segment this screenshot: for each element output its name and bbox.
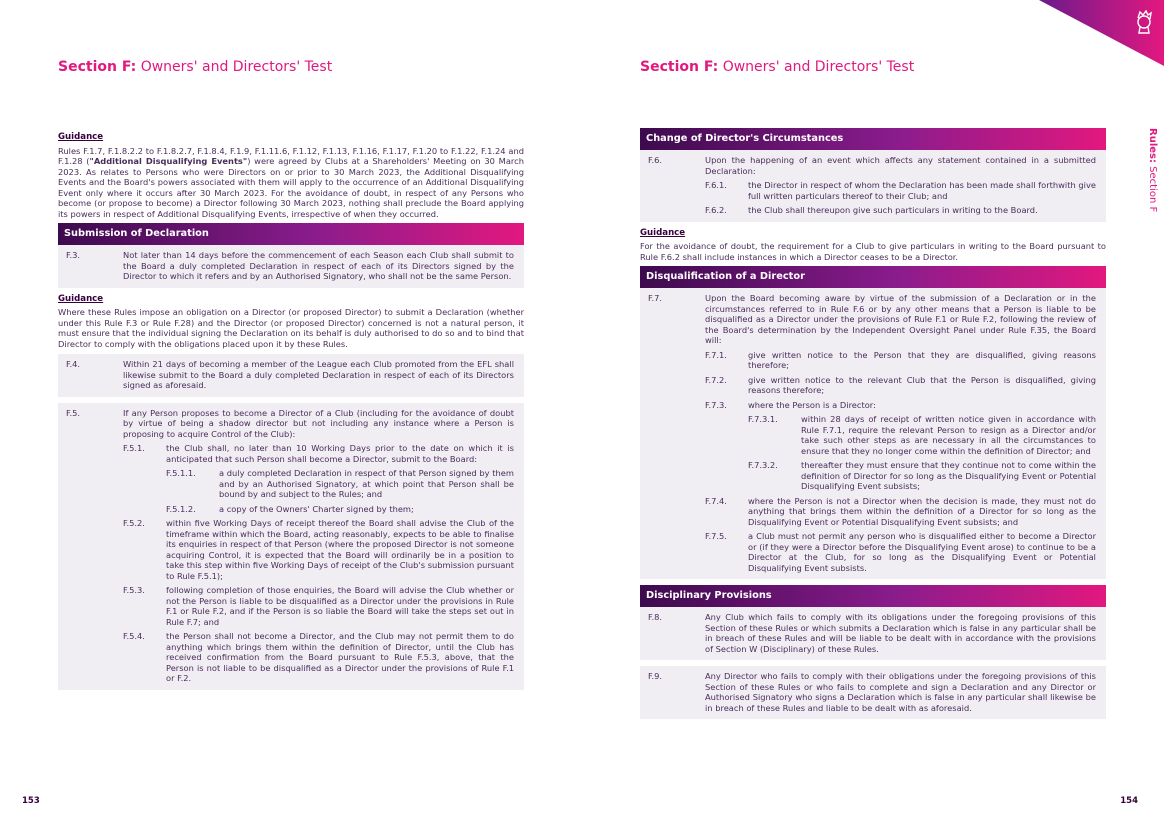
rule-f7-3-2: F.7.3.2. thereafter they must ensure that they continue not to come within the definition of Director for so long as the Disqualifying Event or Potential Disqualifying Event subsists; xyxy=(748,460,1096,491)
rule-f6-2: F.6.2. the Club shall thereupon give such particulars in writing to the Board. xyxy=(705,205,1038,215)
guidance-heading: Guidance xyxy=(58,132,104,142)
section-bar-submission: Submission of Declaration xyxy=(58,223,524,245)
rule-f4: F.4. Within 21 days of becoming a member of the League each Club promoted from the EFL shall likewise submit to the Board a duly completed Declaration in respect of each of its Directors signed as aforesaid. xyxy=(66,359,514,390)
rule-f5: F.5. If any Person proposes to become a Director of a Club (including for the avoidance of doubt by virtue of being a shadow director but not including any instance where a Person is proposing to acquire Control of the Club): xyxy=(66,407,514,439)
rule-f5-2: F.5.2. within five Working Days of receipt thereof the Board shall advise the Club of the timeframe within which the Board, acting reasonably, expects to be able to finalise its enquiries in respect of that Person (where the proposed Director is not someone acquiring Control, it is expected that the Board will ordinarily be in a position to take this step within five Working Days of receipt of the Club's submission pursuant to Rule F.5.1); xyxy=(123,518,514,581)
section-side-tab: Rules: Section F xyxy=(1147,128,1158,213)
rule-f7: F.7. Upon the Board becoming aware by virtue of the submission of a Declaration or in the circumstances referred to in Rule F.6 or by any other means that a Person is liable to be disqualified as a Director under the provisions of Rule F.1 or Rule F.2, following the review of the Board's determination by the Independent Oversight Panel under Rule F.35, the Board will: xyxy=(648,293,1096,345)
rule-box-f9 xyxy=(640,666,1106,719)
rule-box-f8 xyxy=(640,607,1106,660)
section-title: Section F: Owners' and Directors' Test xyxy=(640,59,915,75)
rule-f5-1-2: F.5.1.2. a copy of the Owners' Charter signed by them; xyxy=(166,503,414,514)
rule-box-f7 xyxy=(640,288,1106,579)
rule-f7-4: F.7.4. where the Person is not a Director when the decision is made, they must not do anything that brings them within the definition of a Director for so long as the Disqualifying Event or Potential Disqualifying Event subsists; and xyxy=(705,495,1096,527)
guidance-text: Where these Rules impose an obligation on a Director (or proposed Director) to submit a Declaration (whether under this Rule F.3 or Rule F.28) and the Director (or proposed Director) concerned is not a natural person, it must ensure that the individual signing the Declaration on its behalf is duly authorised to do so and to bind that Director to comply with the obligations placed upon it by these Rules. xyxy=(58,307,524,349)
rule-f7-5: F.7.5. a Club must not permit any person who is disqualified either to become a Director or (if they were a Director before the Disqualifying Event arose) to continue to be a Director at the Club, for so long as the Disqualifying Event or Potential Disqualifying Event subsists. xyxy=(705,531,1096,573)
rule-f5-4: F.5.4. the Person shall not become a Director, and the Club may not permit them to do anything which brings them within the definition of Director, until the Club has received confirmation from the Board pursuant to Rule F.5.3, above, that the Person is not liable to be disqualified as a Director under the provisions of Rule F.1 or F.2. xyxy=(123,631,514,683)
rule-f3: F.3. Not later than 14 days before the commencement of each Season each Club shall submit to the Board a duly completed Declaration in respect of each of its Directors signed by the Director to which it refers and by an Authorised Signatory, who shall not be the same Person. xyxy=(66,250,514,281)
right-column xyxy=(640,128,1106,725)
guidance-text: Rules F.1.7, F.1.8.2.2 to F.1.8.2.7, F.1.8.4, F.1.9, F.1.11.6, F.1.12, F.1.13, F.1.16, F.1.17, F.1.20 to F.1.22, F.1.24 and F.1.28 ("Additional Disqualifying Events") were agreed by Clubs at a Shareholders' Meeting on 30 March 2023. As relates to Persons who were Directors on or prior to 30 March 2023, the Additional Disqualifying Events and the Board's powers associated with them will apply to the occurrence of an Additional Disqualifying Event only where it occurs after 30 March 2023. For the avoidance of doubt, in respect of any Persons who become (or propose to become) a Director following 30 March 2023, nothing shall preclude the Board applying its powers in respect of Additional Disqualifying Events, irrespective of when they occurred. xyxy=(58,145,524,219)
left-column xyxy=(58,132,524,696)
rule-f7-2: F.7.2. give written notice to the relevant Club that the Person is disqualified, giving reasons therefore; xyxy=(705,374,1096,395)
section-bar-disciplinary: Disciplinary Provisions xyxy=(640,585,1106,607)
rule-f5-1-1: F.5.1.1. a duly completed Declaration in respect of that Person signed by them and by an Authorised Signatory, at which point that Person shall be bound by and subject to the Rules; and xyxy=(166,468,514,499)
rule-box-f5 xyxy=(58,403,524,690)
rule-box-f4 xyxy=(58,354,524,397)
page-number: 153 xyxy=(22,796,40,806)
rule-f6: F.6. Upon the happening of an event which affects any statement contained in a submitted Declaration: xyxy=(648,155,1096,176)
rule-f7-3: F.7.3. where the Person is a Director: xyxy=(705,399,876,410)
section-bar-disqualification: Disqualification of a Director xyxy=(640,266,1106,288)
corner-logo-banner xyxy=(1019,0,1164,66)
rule-f7-1: F.7.1. give written notice to the Person that they are disqualified, giving reasons therefore; xyxy=(705,349,1096,370)
rule-f9: F.9. Any Director who fails to comply with their obligations under the foregoing provisions of this Section of these Rules or who fails to complete and sign a Declaration and any Director or Authorised Signatory who signs a Declaration which is false in any particular shall likewise be in breach of these Rules and liable to be dealt with as aforesaid. xyxy=(648,671,1096,713)
rule-f8: F.8. Any Club which fails to comply with its obligations under the foregoing provisions of this Section of these Rules or which submits a Declaration which is false in any particular shall be in breach of these Rules and will be liable to be dealt with in accordance with the provisions of Section W (Disciplinary) of these Rules. xyxy=(648,612,1096,654)
rule-f6-1: F.6.1. the Director in respect of whom the Declaration has been made shall forthwith give full written particulars thereof to their Club; and xyxy=(705,180,1096,201)
rule-f5-1: F.5.1. the Club shall, no later than 10 Working Days prior to the date on which it is anticipated that such Person shall become a Director, submit to the Board: xyxy=(123,443,514,464)
section-bar-change: Change of Director's Circumstances xyxy=(640,128,1106,150)
guidance-heading: Guidance xyxy=(58,293,104,304)
rule-box-f6 xyxy=(640,150,1106,222)
guidance-text: For the avoidance of doubt, the requirement for a Club to give particulars in writing to the Board pursuant to Rule F.6.2 shall include instances in which a Director ceases to be a Director. xyxy=(640,241,1106,262)
rule-f7-3-1: F.7.3.1. within 28 days of receipt of written notice given in accordance with Rule F.7.1, require the relevant Person to resign as a Director and/or take such other steps as are necessary in all the circumstances to ensure that they no longer come within the definition of Director; and xyxy=(748,414,1096,456)
rule-box-f3 xyxy=(58,245,524,288)
right-page xyxy=(582,0,1164,825)
rule-f5-3: F.5.3. following completion of those enquiries, the Board will advise the Club whether or not the Person is liable to be disqualified as a Director under the provisions in Rule F.1 or Rule F.2, and if the Person is so liable the Board will take the steps set out in Rule F.7; and xyxy=(123,585,514,627)
guidance-heading: Guidance xyxy=(640,227,686,238)
section-title: Section F: Owners' and Directors' Test xyxy=(58,59,333,75)
page-number: 154 xyxy=(1120,796,1138,806)
